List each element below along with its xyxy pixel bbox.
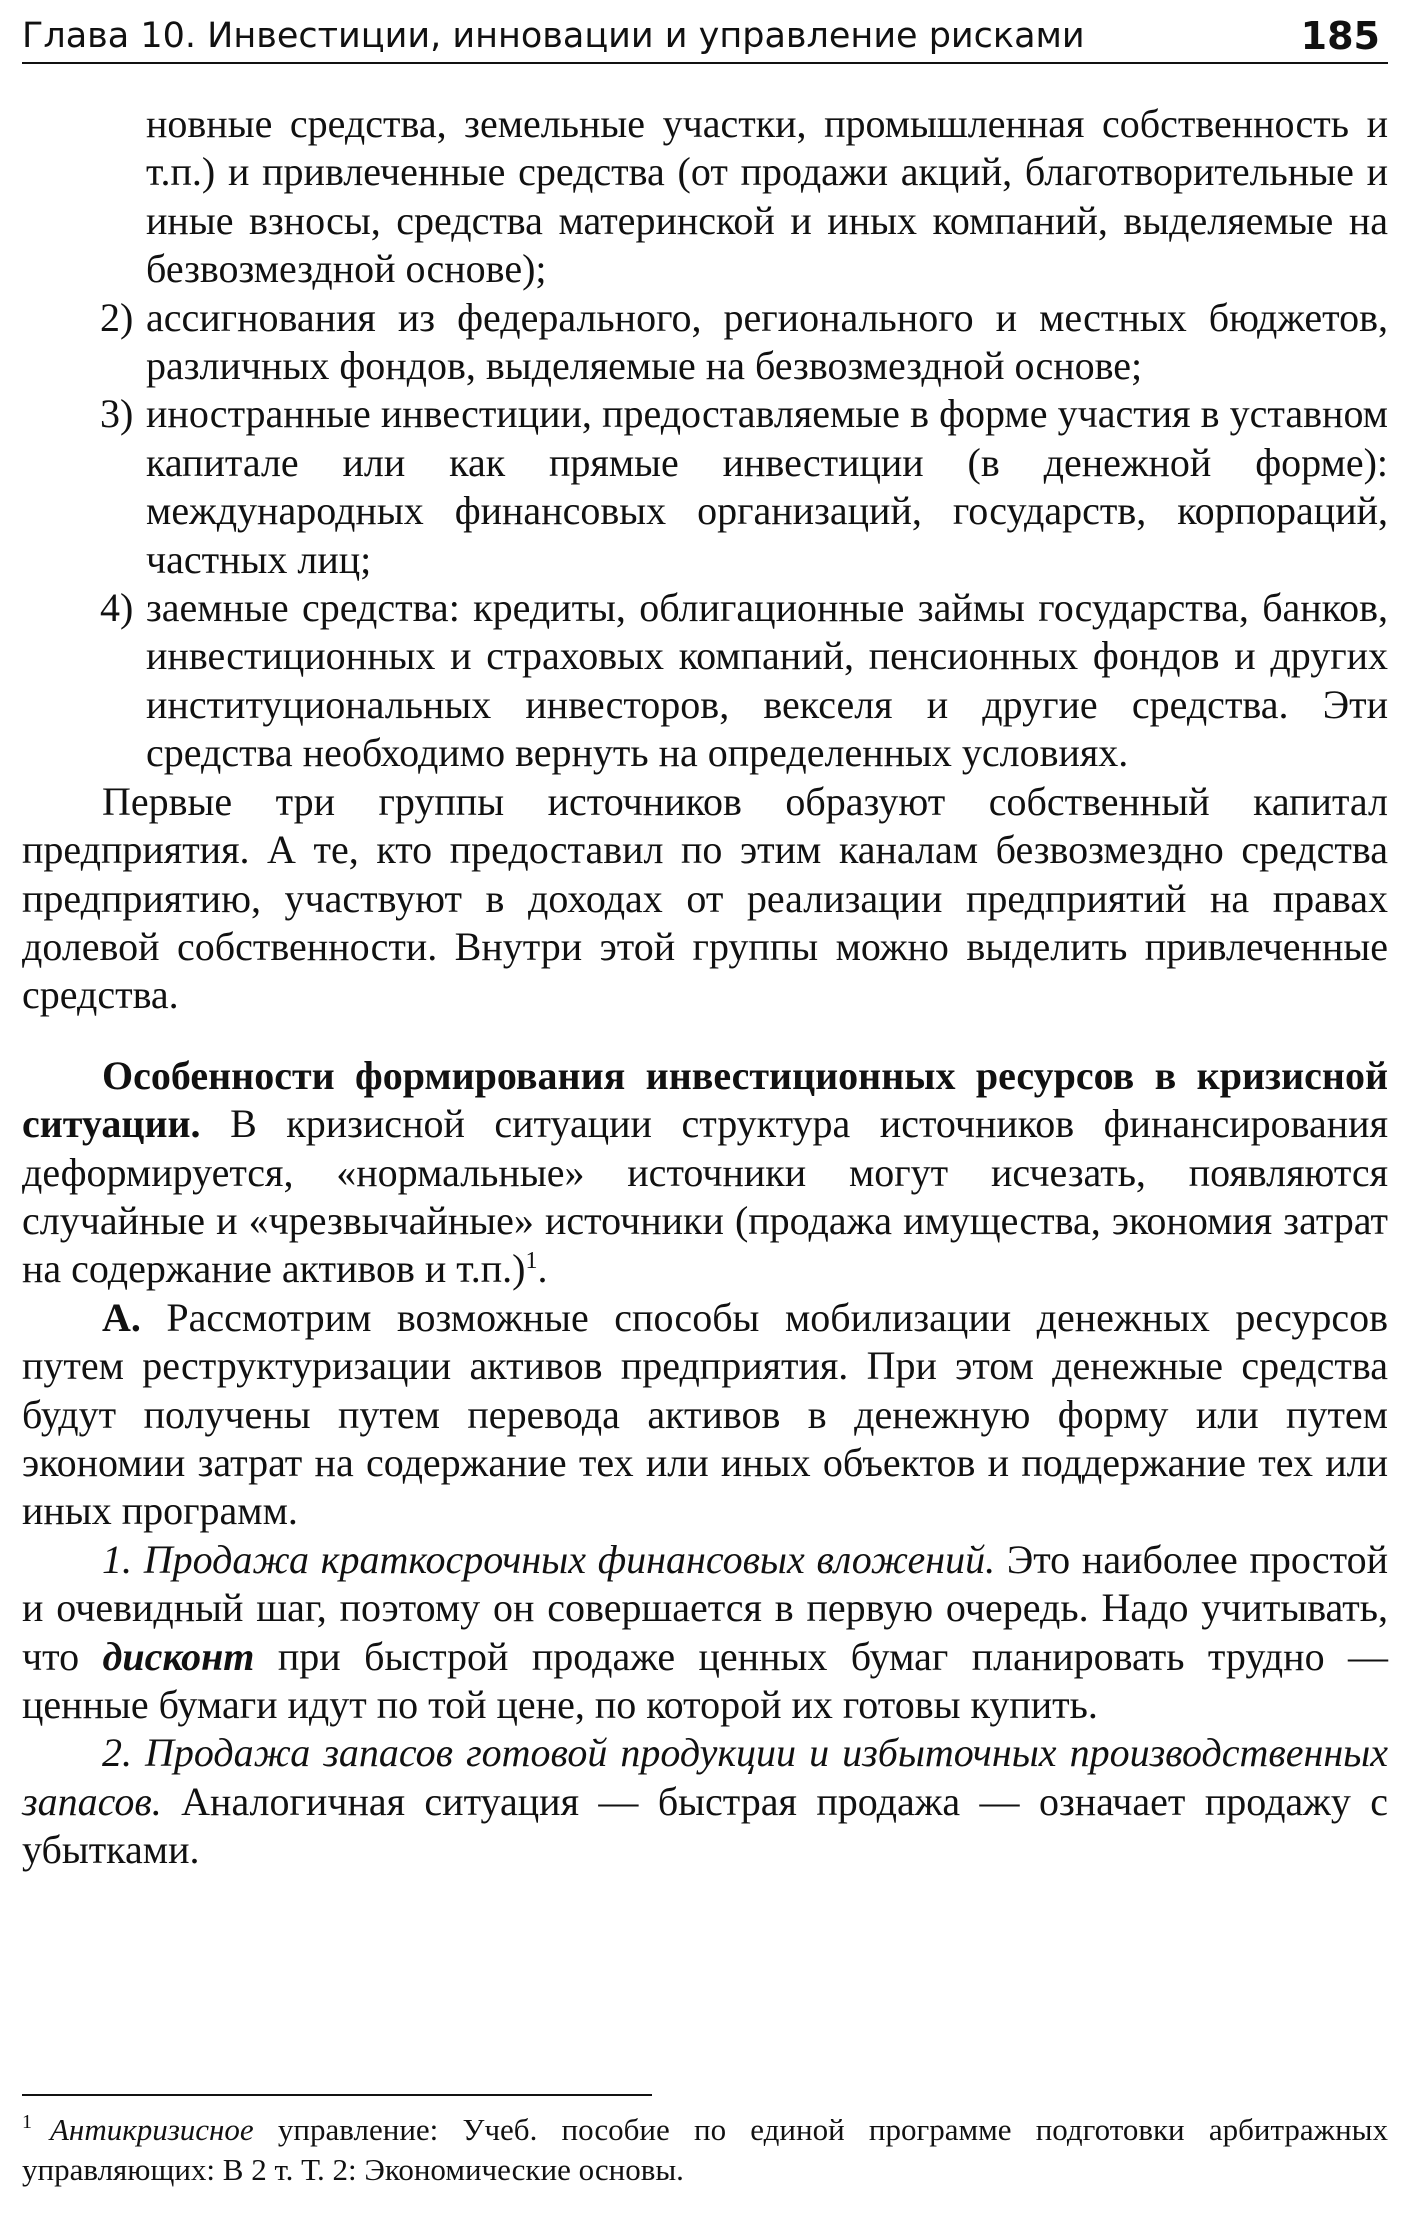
page-number: 185 [1300,14,1380,58]
paragraph-capital-groups: Первые три группы источников образуют собственный капитал предприятия. А те, кто предоставил по этим каналам безвозмездно средства предприятию, участвуют в доходах от реализации предприятий на правах долевой собственности. Внутри этой группы можно выделить привлеченные средства. [22,778,1388,1018]
section-crisis-paragraph [22,1052,1388,1294]
section-heading: Особенности формирования инвестиционных ресурсов в кризисной ситуации. [22,1052,1388,1147]
list-item-3 [22,390,1388,584]
running-header [22,10,1388,64]
list-number: 4) [100,585,134,631]
chapter-title: Глава 10. Инвестиции, инновации и управление рисками [22,16,1085,56]
list-number: 3) [100,391,134,437]
footnote-reference: 1 [525,1248,538,1275]
section-spacer [22,1020,1388,1052]
item-2-text: Аналогичная ситуация — быстрая продажа — означает продажу с убытками. [22,1778,1388,1873]
list-item-2 [22,294,1388,391]
term-discount: дисконт [102,1633,255,1679]
section-text-end: . [537,1246,548,1292]
footnote-text: управление: Учеб. пособие по единой программе подготовки арбитражных управляющих: В 2 т. Т. 2: Экономические основы. [22,2112,1388,2187]
item-1-text-rest: при быстрой продаже ценных бумаг планировать трудно — ценные бумаги идут по той цене, по которой их готовы купить. [22,1633,1388,1727]
list-item-1-continuation: новные средства, земельные участки, промышленная собственность и т.п.) и привлеченные средства (от продажи акций, благотворительные и иные взносы, средства материнской и иных компаний, выделяемые на безвозмездной основе); [146,101,1388,292]
footnote-italic-title: Антикризисное [50,2112,254,2147]
paragraph-item-2 [22,1729,1388,1874]
list-item-4 [22,584,1388,778]
footnote: 1 Антикризисное управление: Учеб. пособие по единой программе подготовки арбитражных управляющих: В 2 т. Т. 2: Экономические основы. [22,2111,1388,2187]
footnote-divider [22,2094,652,2096]
paragraph-a [22,1294,1388,1536]
list-item-text: заемные средства: кредиты, облигационные займы государства, банков, инвестиционных и страховых компаний, пенсионных фондов и других институциональных инвесторов, векселя и другие средства. Эти средства необходимо вернуть на определенных условиях. [146,585,1388,776]
list-item-text: иностранные инвестиции, предоставляемые в форме участия в уставном капитале или как прямые инвестиции (в денежной форме): международных финансовых организаций, государств, корпораций, частных лиц; [146,391,1388,582]
list-item-text: ассигнования из федерального, регионального и местных бюджетов, различных фондов, выделяемые на безвозмездной основе; [146,294,1388,389]
list-number: 2) [100,294,134,340]
main-text [22,100,1388,1875]
item-2-title: 2. Продажа запасов готовой продукции и избыточных производственных запасов. [22,1730,1388,1824]
paragraph-item-1 [22,1536,1388,1730]
item-1-text: Это наиболее простой и очевидный шаг, поэтому он совершается в первую очередь. Надо учитывать, что [22,1536,1389,1679]
item-1-title: 1. Продажа краткосрочных финансовых вложений. [102,1536,996,1582]
paragraph-a-text: Рассмотрим возможные способы мобилизации денежных ресурсов путем реструктуризации активов предприятия. При этом денежные средства будут получены путем перевода активов в денежную форму или путем экономии затрат на содержание тех или иных объектов и поддержание тех или иных программ. [22,1294,1388,1534]
paragraph-a-label: А. [102,1294,141,1340]
section-text: В кризисной ситуации структура источников финансирования деформируется, «нормальные» источники могут исчезать, появляются случайные и «чрезвычайные» источники (продажа имущества, экономия затрат на содержание активов и т.п.) [22,1101,1388,1292]
book-page [22,0,1388,2230]
